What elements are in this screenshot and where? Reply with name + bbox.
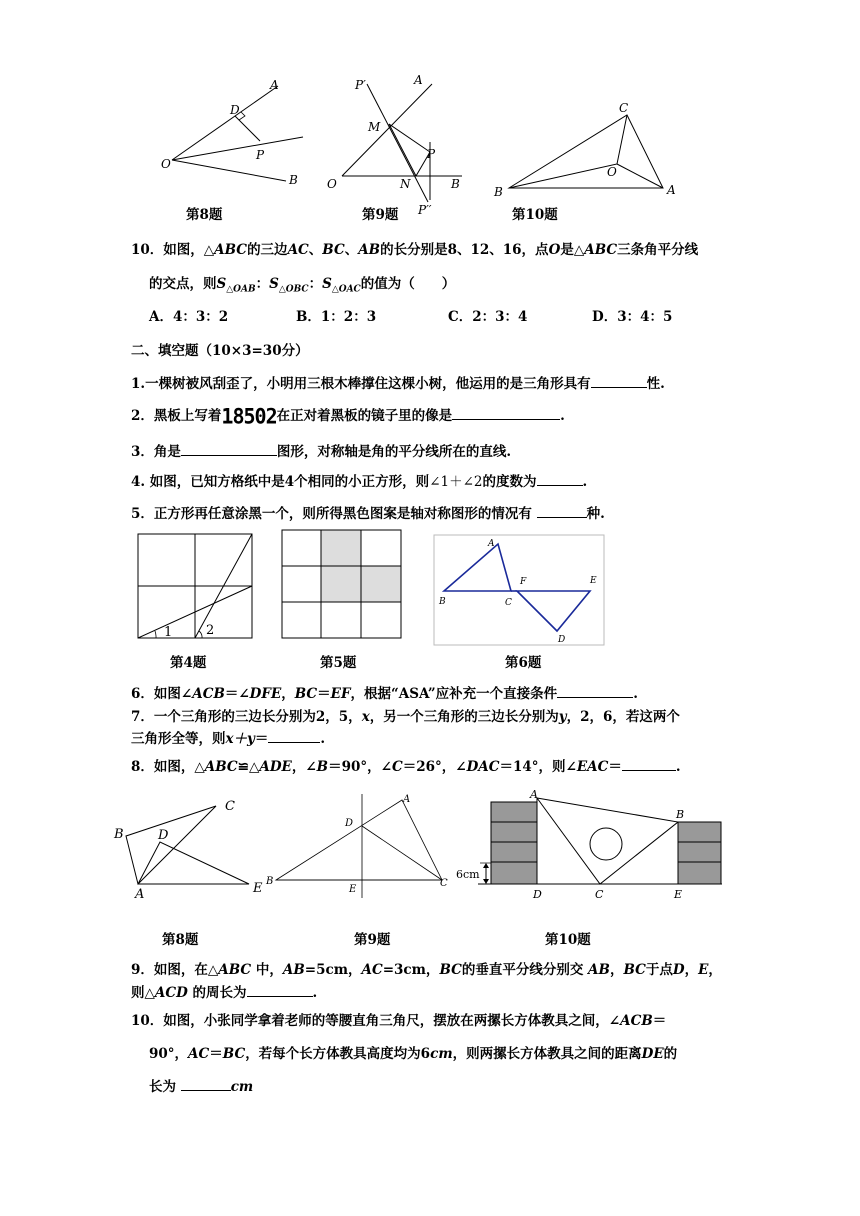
label-A: A (488, 539, 495, 549)
label-O: O (161, 157, 171, 171)
label-A: A (270, 78, 279, 92)
option-c[interactable]: C．2：3：4 (448, 309, 528, 325)
question-10-mc-line2: 的交点，则$S_{\triangle OAB}$：$S_{\triangle OBC}$：$S_{\triangle OAC}$的值为（ ） (149, 276, 456, 295)
option-a[interactable]: A．4：3：2 (149, 309, 229, 325)
label-B: B (114, 827, 124, 842)
question-10-line2: 90°，AC＝BC，若每个长方体教具高度均为6cm，则两摞长方体教具之间的距离DE的 (149, 1046, 678, 1062)
label-B: B (451, 177, 460, 191)
label-B: B (289, 173, 298, 187)
label-O: O (607, 165, 617, 179)
label-D: D (345, 818, 354, 829)
label-E: E (349, 884, 357, 895)
caption-q10-bottom: 第10题 (545, 932, 591, 948)
question-10-mc-line1: 10．如图，△ABC的三边AC、BC、AB的长分别是8、12、16，点O是△ABC三条角平分线 (131, 242, 699, 258)
label-N: N (400, 177, 411, 191)
label-B: B (439, 597, 446, 607)
label-E: E (253, 881, 263, 896)
label-E: E (590, 576, 597, 586)
question-9-line2: 则△ACD 的周长为 . (131, 985, 318, 1001)
caption-q9-bottom: 第9题 (354, 932, 391, 948)
answer-blank[interactable] (622, 758, 676, 771)
label-P-double-prime: P′′ (418, 203, 432, 217)
label-B: B (266, 876, 274, 887)
section-title: 二、填空题（10×3=30分） (131, 343, 309, 359)
label-C: C (505, 598, 512, 608)
answer-blank[interactable] (591, 375, 647, 388)
label-A: A (530, 788, 538, 801)
figure-q4 (136, 532, 256, 642)
label-O: O (327, 177, 337, 191)
label-C: C (440, 878, 448, 889)
label-P: P (427, 147, 436, 161)
figure-q10-bottom (454, 788, 726, 902)
question-7-line1: 7．一个三角形的三边长分别为2，5，x，另一个三角形的三边长分别为y，2，6，若这两个 (131, 709, 680, 725)
angle-2-label: 2 (206, 623, 215, 638)
option-b[interactable]: B．1：2：3 (296, 309, 377, 325)
answer-blank[interactable] (181, 443, 277, 456)
label-A: A (667, 183, 676, 197)
caption-q6: 第6题 (505, 655, 542, 671)
caption-q5: 第5题 (320, 655, 357, 671)
question-1: 1.一棵树被风刮歪了，小明用三根木棒撑住这棵小树，他运用的是三角形具有 性. (131, 376, 665, 392)
figure-q10-top (486, 92, 686, 204)
answer-blank[interactable] (537, 505, 587, 518)
question-5: 5．正方形再任意涂黑一个，则所得黑色图案是轴对称图形的情况有 种. (131, 506, 605, 522)
label-B: B (676, 808, 685, 821)
label-D: D (230, 103, 240, 117)
label-P: P (256, 148, 265, 162)
question-7-line2: 三角形全等，则x＋y＝ . (131, 731, 326, 747)
option-d[interactable]: D．3：4：5 (592, 309, 673, 325)
label-A: A (135, 887, 145, 902)
figure-q8-bottom (108, 796, 270, 906)
answer-blank[interactable] (557, 685, 633, 698)
question-10-line1: 10．如图，小张同学拿着老师的等腰直角三角尺，摆放在两摞长方体教具之间，∠ACB＝ (131, 1013, 667, 1029)
figure-q8-top (150, 72, 320, 202)
question-8: 8．如图，△ABC≌△ADE，∠B＝90°，∠C＝26°，∠DAC＝14°，则∠EAC＝ . (131, 759, 681, 775)
figure-q6 (433, 534, 605, 646)
label-D: D (533, 888, 542, 901)
label-E: E (674, 888, 683, 901)
angle-1-label: 1 (164, 625, 173, 640)
question-6: 6．如图∠ACB＝∠DFE，BC＝EF，根据“ASA”应补充一个直接条件 . (131, 686, 638, 702)
question-4: 4. 如图，已知方格纸中是4个相同的小正方形，则∠1＋∠2的度数为 . (131, 474, 588, 490)
figure-q9-bottom (262, 790, 462, 902)
answer-blank[interactable] (247, 984, 313, 997)
label-M: M (368, 120, 381, 134)
caption-q8-top: 第8题 (186, 207, 223, 223)
label-D: D (158, 828, 169, 843)
label-C: C (619, 101, 629, 115)
label-F: F (520, 577, 527, 587)
question-2: 2．黑板上写着18502在正对着黑板的镜子里的像是 . (131, 403, 565, 429)
question-3: 3．角是 图形，对称轴是角的平分线所在的直线. (131, 444, 512, 460)
caption-q9-top: 第9题 (362, 207, 399, 223)
caption-q8-bottom: 第8题 (162, 932, 199, 948)
label-A: A (403, 794, 411, 805)
label-C: C (225, 799, 235, 814)
label-A: A (414, 73, 423, 87)
label-P-prime: P′ (355, 78, 366, 92)
figure-q9-top (322, 72, 472, 222)
label-C: C (595, 888, 604, 901)
answer-blank[interactable] (181, 1078, 231, 1091)
question-9-line1: 9．如图，在△ABC 中，AB=5cm，AC=3cm，BC的垂直平分线分别交 AB，BC于点D，E， (131, 962, 722, 978)
caption-q10-top: 第10题 (512, 207, 558, 223)
label-D: D (558, 635, 566, 645)
label-6cm: 6cm (456, 868, 480, 881)
figure-q5 (281, 528, 403, 640)
answer-blank[interactable] (537, 473, 583, 486)
digits-18502: 18502 (221, 403, 277, 429)
label-B: B (494, 185, 503, 199)
answer-blank[interactable] (452, 407, 560, 420)
answer-blank[interactable] (268, 730, 320, 743)
caption-q4: 第4题 (170, 655, 207, 671)
question-10-line3: 长为 cm (149, 1079, 254, 1095)
